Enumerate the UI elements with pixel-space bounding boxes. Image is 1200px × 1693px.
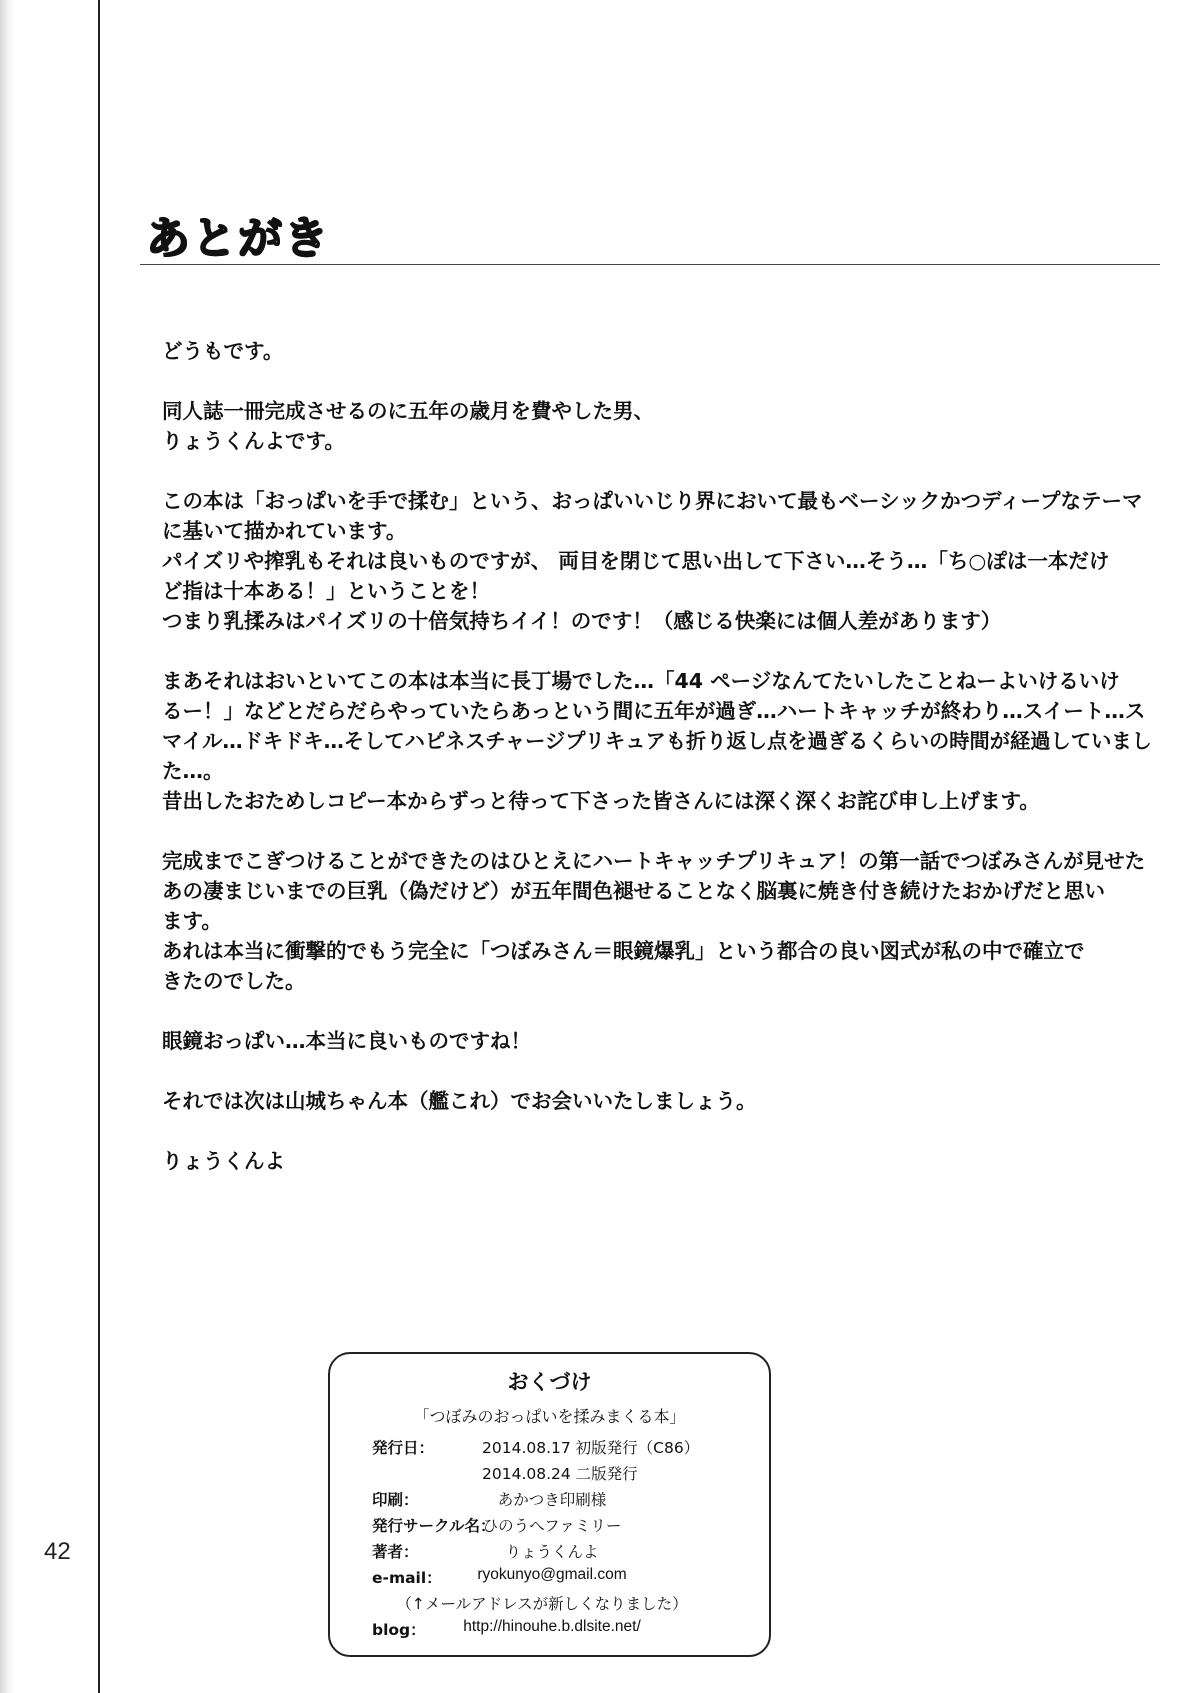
blog-row <box>372 1618 749 1642</box>
text-line: ど指は十本ある！」ということを！ <box>162 579 490 603</box>
text-line: まあそれはおいといてこの本は本当に長丁場でした…「44 ページなんてたいしたことねーよいけるいけ <box>162 669 1120 693</box>
text-line: つまり乳揉みはパイズリの十倍気持ちイイ！のです！（感じる快楽には個人差があります） <box>162 609 1002 633</box>
text-line: 完成までこぎつけることができたのはひとえにハートキャッチプリキュア！の第一話でつぼみさんが見せた <box>162 849 1146 873</box>
text-line: 昔出したおためしコピー本からずっと待って下さった皆さんには深く深くお詫び申し上げます。 <box>162 789 1040 813</box>
paragraph <box>162 486 1152 636</box>
paragraph <box>162 846 1152 996</box>
email-note: （↑メールアドレスが新しくなりました） <box>396 1595 688 1613</box>
paragraph <box>162 336 1152 366</box>
author-row <box>372 1540 749 1564</box>
issue-first: 2014.08.17 初版発行（C86） <box>482 1439 700 1457</box>
afterword-body <box>162 336 1152 1206</box>
book-title: 「つぼみのおっぱいを揉みまくる本」 <box>413 1407 686 1426</box>
page-edge <box>0 0 14 1693</box>
paragraph <box>162 666 1152 816</box>
paragraph <box>162 1026 1152 1056</box>
text-line: マイル…ドキドキ…そしてハピネスチャージプリキュアも折り返し点を過ぎるくらいの時間が経過していまし <box>162 729 1152 753</box>
text-line: ます。 <box>162 909 222 933</box>
text-line: るー！」などとだらだらやっていたらあっという間に五年が過ぎ…ハートキャッチが終わり…スイート…ス <box>162 699 1146 723</box>
email-value: ryokunyo@gmail.com <box>477 1566 627 1583</box>
author-value: りょうくんよ <box>505 1543 599 1561</box>
circle-label: 発行サークル名： <box>372 1517 496 1535</box>
circle-row <box>372 1514 749 1538</box>
paragraph <box>162 1146 1152 1176</box>
text-line: どうもです。 <box>162 339 284 363</box>
print-row <box>372 1488 749 1512</box>
blog-value: http://hinouhe.b.dlsite.net/ <box>463 1618 641 1635</box>
text-line: この本は「おっぱいを手で揉む」という、おっぱいいじり界において最もベーシックかつディープなテーマ <box>162 489 1143 513</box>
issue-label: 発行日： <box>372 1439 435 1457</box>
blog-label: blog： <box>372 1621 426 1639</box>
email-row <box>372 1566 749 1590</box>
colophon-box <box>328 1352 771 1657</box>
text-line: に基いて描かれています。 <box>162 519 407 543</box>
author-label: 著者： <box>372 1543 419 1561</box>
email-label: e-mail： <box>372 1569 442 1587</box>
issue-row <box>372 1436 749 1460</box>
circle-value: ひのうへファミリー <box>482 1517 622 1535</box>
print-label: 印刷： <box>372 1491 419 1509</box>
issue-second: 2014.08.24 二版発行 <box>482 1465 638 1483</box>
title-divider <box>140 264 1160 265</box>
page-number: 42 <box>44 1538 71 1565</box>
colophon-heading: おくづけ <box>507 1370 592 1394</box>
issue-row-2 <box>372 1462 749 1486</box>
text-line: 同人誌一冊完成させるのに五年の歳月を費やした男、 <box>162 399 654 423</box>
text-line: た…。 <box>162 759 224 783</box>
print-value: あかつき印刷様 <box>497 1491 607 1509</box>
email-note-row <box>372 1592 749 1616</box>
text-line: きたのでした。 <box>162 969 306 993</box>
text-line: あの凄まじいまでの巨乳（偽だけど）が五年間色褪せることなく脳裏に焼き付き続けたおかげだと思い <box>162 879 1105 903</box>
text-line: りょうくんよ <box>162 1149 285 1173</box>
page-title: あとがき <box>146 213 330 264</box>
text-line: パイズリや搾乳もそれは良いものですが、 両目を閉じて思い出して下さい…そう…「ち○ぽは一本だけ <box>162 549 1110 573</box>
text-line: 眼鏡おっぱい…本当に良いものですね！ <box>162 1029 531 1053</box>
text-line: あれは本当に衝撃的でもう完全に「つぼみさん＝眼鏡爆乳」という都合の良い図式が私の中で確立で <box>162 939 1085 963</box>
text-line: それでは次は山城ちゃん本（艦これ）でお会いいたしましょう。 <box>162 1089 757 1113</box>
text-line: りょうくんよです。 <box>162 429 345 453</box>
paragraph <box>162 1086 1152 1116</box>
margin-line <box>98 0 100 1693</box>
paragraph <box>162 396 1152 456</box>
